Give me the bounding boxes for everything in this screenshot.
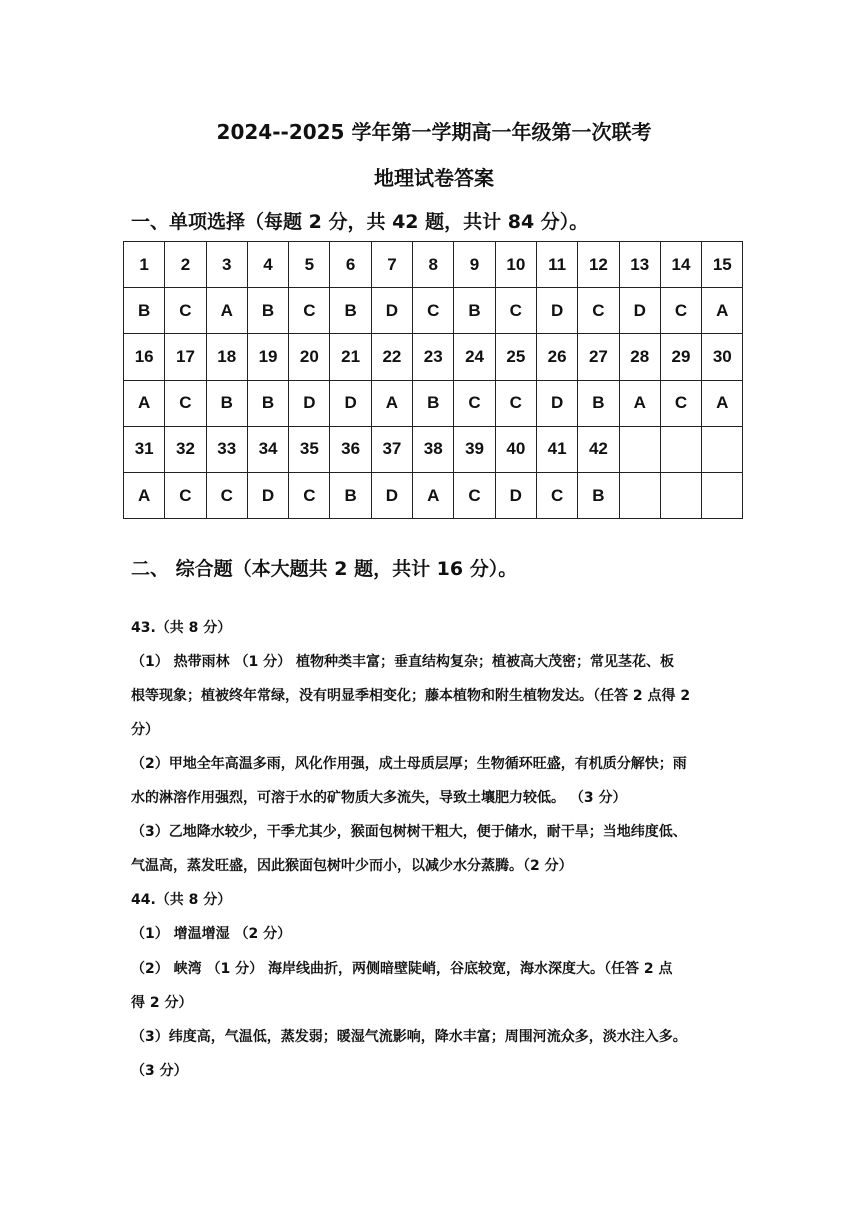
question-number-cell: 38	[413, 426, 454, 472]
answer-line: （1） 增温增湿 （2 分）	[131, 926, 292, 942]
question-number-cell	[702, 426, 743, 472]
answer-row	[124, 472, 743, 518]
question-number-row	[124, 334, 743, 380]
answer-table	[123, 241, 743, 519]
answer-cell: B	[247, 288, 288, 334]
answer-row	[124, 288, 743, 334]
answer-line: （1） 热带雨林 （1 分） 植物种类丰富；垂直结构复杂；植被高大茂密；常见茎花、板	[131, 654, 674, 670]
question-44-header: 44.（共 8 分）	[131, 892, 232, 908]
answer-cell: B	[578, 472, 619, 518]
answer-line: （3）纬度高，气温低，蒸发弱；暖湿气流影响，降水丰富；周围河流众多，淡水注入多。	[131, 1029, 687, 1045]
answer-cell: D	[619, 288, 660, 334]
answer-cell: C	[495, 380, 536, 426]
question-number-cell: 2	[165, 242, 206, 288]
answer-cell: C	[165, 472, 206, 518]
question-number-cell: 7	[371, 242, 412, 288]
question-number-cell	[619, 426, 660, 472]
answer-cell: B	[247, 380, 288, 426]
question-number-cell: 36	[330, 426, 371, 472]
answer-cell: C	[165, 288, 206, 334]
question-number-cell: 32	[165, 426, 206, 472]
question-number-cell: 40	[495, 426, 536, 472]
question-number-cell: 13	[619, 242, 660, 288]
question-number-cell: 19	[247, 334, 288, 380]
answer-cell: A	[702, 288, 743, 334]
answer-cell: C	[454, 472, 495, 518]
answer-cell: D	[289, 380, 330, 426]
question-number-cell: 37	[371, 426, 412, 472]
page-title: 2024--2025 学年第一学期高一年级第一次联考	[216, 120, 652, 144]
question-number-cell: 31	[124, 426, 165, 472]
answer-line: 根等现象；植被终年常绿，没有明显季相变化；藤本植物和附生植物发达。（任答 2 点得 2	[131, 688, 691, 704]
question-number-cell: 9	[454, 242, 495, 288]
question-number-cell: 12	[578, 242, 619, 288]
question-number-cell: 35	[289, 426, 330, 472]
answer-line: 水的淋溶作用强烈，可溶于水的矿物质大多流失，导致土壤肥力较低。 （3 分）	[131, 790, 627, 806]
question-number-cell	[660, 426, 701, 472]
question-number-cell: 24	[454, 334, 495, 380]
question-43-header: 43.（共 8 分）	[131, 620, 232, 636]
answer-cell	[702, 472, 743, 518]
question-number-cell: 4	[247, 242, 288, 288]
question-number-cell: 34	[247, 426, 288, 472]
question-number-cell: 25	[495, 334, 536, 380]
answer-cell: A	[124, 380, 165, 426]
question-number-row	[124, 426, 743, 472]
answer-cell: C	[660, 380, 701, 426]
question-number-cell: 3	[206, 242, 247, 288]
answer-cell: A	[619, 380, 660, 426]
answer-cell: D	[371, 288, 412, 334]
page-subtitle: 地理试卷答案	[374, 166, 494, 190]
question-number-cell: 23	[413, 334, 454, 380]
question-number-cell: 10	[495, 242, 536, 288]
answer-row	[124, 380, 743, 426]
answer-cell	[619, 472, 660, 518]
answer-line: （3）乙地降水较少，干季尤其少，猴面包树树干粗大，便于储水，耐干旱；当地纬度低、	[131, 824, 687, 840]
answer-cell: A	[413, 472, 454, 518]
answer-line: （3 分）	[131, 1063, 188, 1079]
answer-cell: B	[454, 288, 495, 334]
answer-cell: C	[495, 288, 536, 334]
question-number-cell: 29	[660, 334, 701, 380]
question-number-cell: 16	[124, 334, 165, 380]
answer-cell: D	[536, 380, 577, 426]
answer-cell: C	[578, 288, 619, 334]
question-number-cell: 39	[454, 426, 495, 472]
answer-cell: A	[124, 472, 165, 518]
answer-cell: B	[413, 380, 454, 426]
answer-cell: C	[289, 472, 330, 518]
question-number-cell: 28	[619, 334, 660, 380]
answer-line: 气温高，蒸发旺盛，因此猴面包树叶少而小，以减少水分蒸腾。（2 分）	[131, 858, 573, 874]
answer-cell: D	[330, 380, 371, 426]
section-heading-single-choice: 一、单项选择（每题 2 分，共 42 题，共计 84 分）。	[131, 211, 589, 233]
answer-cell: C	[413, 288, 454, 334]
question-number-row	[124, 242, 743, 288]
answer-cell: A	[371, 380, 412, 426]
answer-cell: B	[330, 288, 371, 334]
answer-cell: D	[247, 472, 288, 518]
answer-cell: B	[330, 472, 371, 518]
question-number-cell: 30	[702, 334, 743, 380]
answer-cell: B	[124, 288, 165, 334]
answer-cell: D	[495, 472, 536, 518]
answer-cell: D	[536, 288, 577, 334]
answer-cell: C	[165, 380, 206, 426]
question-number-cell: 41	[536, 426, 577, 472]
answer-cell: B	[206, 380, 247, 426]
question-number-cell: 42	[578, 426, 619, 472]
answer-cell: C	[206, 472, 247, 518]
question-number-cell: 27	[578, 334, 619, 380]
question-number-cell: 33	[206, 426, 247, 472]
section-heading-comprehensive: 二、 综合题（本大题共 2 题，共计 16 分）。	[131, 558, 518, 580]
question-number-cell: 17	[165, 334, 206, 380]
answer-cell: A	[702, 380, 743, 426]
question-number-cell: 26	[536, 334, 577, 380]
answer-cell: A	[206, 288, 247, 334]
answer-line: 得 2 分）	[131, 995, 193, 1011]
answer-cell: D	[371, 472, 412, 518]
answer-cell: C	[660, 288, 701, 334]
question-number-cell: 11	[536, 242, 577, 288]
question-number-cell: 22	[371, 334, 412, 380]
answer-cell: C	[454, 380, 495, 426]
answer-line: （2）甲地全年高温多雨，风化作用强，成土母质层厚；生物循环旺盛，有机质分解快；雨	[131, 756, 687, 772]
answer-line: 分）	[131, 722, 159, 738]
question-number-cell: 8	[413, 242, 454, 288]
answer-line: （2） 峡湾 （1 分） 海岸线曲折，两侧暗壁陡峭，谷底较宽，海水深度大。（任答 2 点	[131, 961, 673, 977]
answer-cell: C	[536, 472, 577, 518]
answer-cell: C	[289, 288, 330, 334]
question-number-cell: 15	[702, 242, 743, 288]
question-number-cell: 5	[289, 242, 330, 288]
question-number-cell: 1	[124, 242, 165, 288]
question-number-cell: 20	[289, 334, 330, 380]
answer-cell	[660, 472, 701, 518]
question-number-cell: 6	[330, 242, 371, 288]
question-number-cell: 14	[660, 242, 701, 288]
question-number-cell: 21	[330, 334, 371, 380]
question-number-cell: 18	[206, 334, 247, 380]
answer-cell: B	[578, 380, 619, 426]
